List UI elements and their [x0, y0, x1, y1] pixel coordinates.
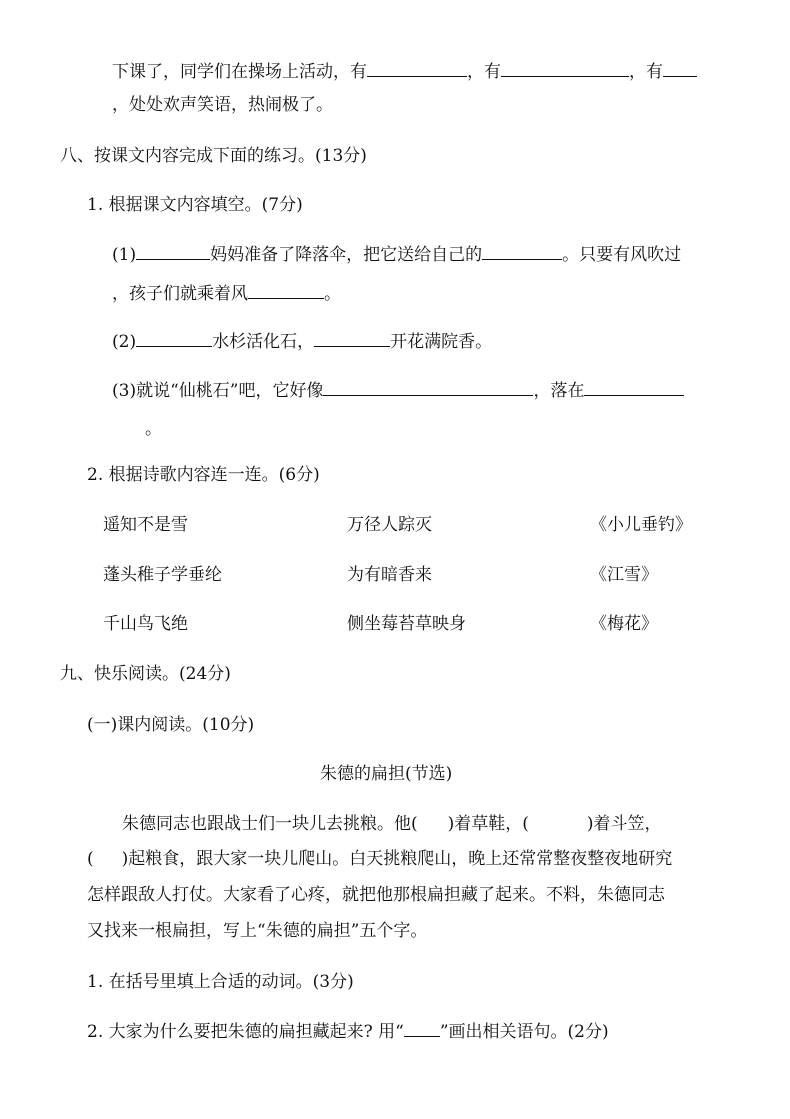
- subsection-title: (一)课内阅读。(10分): [87, 715, 255, 735]
- passage-line: [87, 848, 672, 870]
- text-segment: 。只要有风吹过: [562, 245, 682, 265]
- match-left-3[interactable]: 千山鸟飞绝: [103, 614, 188, 634]
- fill-blank[interactable]: [136, 243, 210, 260]
- match-mid-1[interactable]: 万径人踪灭: [347, 515, 432, 535]
- question-title: 2. 根据诗歌内容连一连。(6分): [87, 465, 320, 485]
- fill-blank[interactable]: [501, 60, 629, 77]
- text-segment: ，落在: [533, 381, 585, 401]
- section-title: 九、快乐阅读。(24分): [60, 664, 231, 684]
- fill-blank[interactable]: [367, 60, 467, 77]
- fill-blank[interactable]: [404, 1020, 440, 1037]
- fill-blank[interactable]: [584, 379, 684, 396]
- question-title: 1. 根据课文内容填空。(7分): [87, 195, 303, 215]
- text-segment: )着斗笠，: [586, 814, 662, 834]
- fill-line: [112, 243, 681, 266]
- text-line: [112, 94, 333, 116]
- text-segment: )起粮食，跟大家一块儿爬山。白天挑粮爬山，晚上还常常整夜整夜地研究: [121, 849, 673, 869]
- text-segment: ，有: [467, 62, 501, 82]
- fill-blank[interactable]: [136, 330, 212, 347]
- text-segment: ，处处欢声笑语，热闹极了。: [112, 95, 333, 115]
- question-title: 1. 在括号里填上合适的动词。(3分): [87, 972, 354, 992]
- text-segment: (2): [112, 332, 137, 352]
- fill-blank[interactable]: [323, 379, 533, 396]
- passage-title: 朱德的扁担(节选): [320, 764, 453, 784]
- match-left-2[interactable]: 蓬头稚子学垂纶: [103, 565, 222, 585]
- fill-line: [112, 379, 684, 402]
- match-left-1[interactable]: 遥知不是雪: [103, 515, 188, 535]
- match-mid-2[interactable]: 为有暗香来: [347, 565, 432, 585]
- text-segment: (1): [112, 245, 137, 265]
- passage-line: 又找来一根扁担，写上“朱德的扁担”五个字。: [87, 921, 428, 941]
- text-segment: ，有: [629, 62, 663, 82]
- text-line: 。: [145, 419, 162, 439]
- text-segment: 朱德同志也跟战士们一块儿去挑粮。他(: [122, 814, 418, 834]
- text-segment: 水杉活化石，: [212, 332, 315, 352]
- question-title: [87, 1020, 609, 1043]
- fill-blank[interactable]: [482, 243, 562, 260]
- text-segment: 开花满院香。: [390, 332, 493, 352]
- text-segment: ”画出相关语句。(2分): [439, 1022, 609, 1042]
- fill-line: [112, 330, 492, 353]
- text-segment: ，孩子们就乘着风: [112, 284, 248, 304]
- fill-line: [112, 282, 341, 305]
- match-right-2[interactable]: 《江雪》: [590, 565, 658, 585]
- fill-blank[interactable]: [314, 330, 390, 347]
- text-line: [112, 60, 697, 83]
- text-segment: 2. 大家为什么要把朱德的扁担藏起来? 用“: [87, 1022, 404, 1042]
- match-mid-3[interactable]: 侧坐莓苔草映身: [347, 614, 466, 634]
- text-segment: 。: [324, 284, 341, 304]
- passage-line: 怎样跟敌人打仗。大家看了心疼，就把他那根扁担藏了起来。不料，朱德同志: [87, 885, 665, 905]
- fill-blank[interactable]: [663, 60, 697, 77]
- fill-blank[interactable]: [248, 282, 324, 299]
- passage-line: [122, 813, 662, 835]
- text-segment: )着草鞋，(: [447, 814, 529, 834]
- text-segment: 妈妈准备了降落伞，把它送给自己的: [210, 245, 483, 265]
- text-segment: (: [87, 849, 94, 869]
- text-segment: 下课了，同学们在操场上活动，有: [112, 62, 367, 82]
- match-right-3[interactable]: 《梅花》: [590, 614, 658, 634]
- match-right-1[interactable]: 《小儿垂钓》: [590, 515, 692, 535]
- section-title: 八、按课文内容完成下面的练习。(13分): [60, 146, 367, 166]
- text-segment: (3)就说“仙桃石”吧，它好像: [112, 381, 324, 401]
